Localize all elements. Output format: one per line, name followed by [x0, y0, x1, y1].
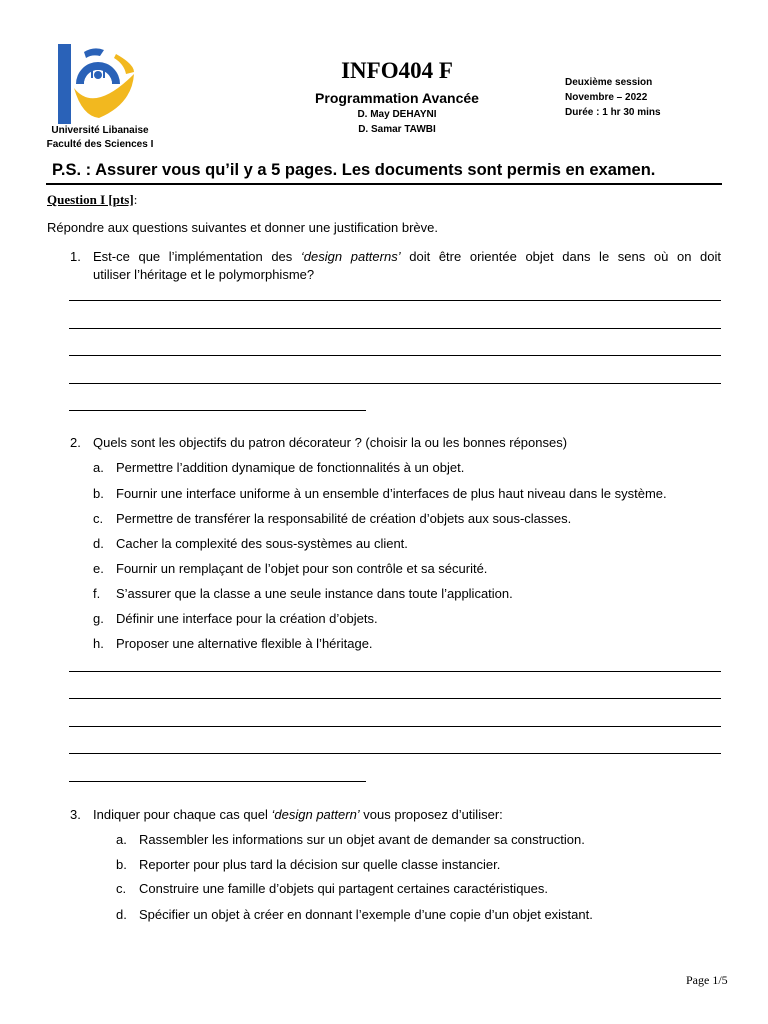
- question-title: [47, 192, 137, 208]
- q3-option-letter: c.: [116, 881, 127, 896]
- q2-number: 2.: [70, 435, 81, 450]
- q2-option-letter: e.: [93, 561, 104, 576]
- q3-option-letter: d.: [116, 907, 127, 922]
- q2-option-letter: c.: [93, 511, 104, 526]
- q1-text-italic: ‘design patterns’: [300, 249, 401, 264]
- q3-text-before: Indiquer pour chaque cas quel: [93, 807, 272, 822]
- q3-option-letter: b.: [116, 857, 127, 872]
- question-intro: Répondre aux questions suivantes et donner une justification brève.: [47, 220, 438, 235]
- answer-line: [69, 300, 721, 301]
- q2-option-text: Permettre de transférer la responsabilité de création d’objets aux sous-classes.: [116, 511, 572, 526]
- q2-option-text: Permettre l’addition dynamique de fonctionnalités à un objet.: [116, 460, 465, 475]
- q3-option-text: Construire une famille d’objets qui partagent certaines caractéristiques.: [139, 881, 548, 896]
- q2-option-text: S’assurer que la classe a une seule instance dans toute l’application.: [116, 586, 513, 601]
- q1-line2: utiliser l’héritage et le polymorphisme?: [93, 267, 315, 282]
- q2-option-text: Fournir un remplaçant de l’objet pour son contrôle et sa sécurité.: [116, 561, 488, 576]
- teacher-1: D. May DEHAYNI: [357, 109, 437, 120]
- exam-notice: P.S. : Assurer vous qu’il y a 5 pages. Les documents sont permis en examen.: [52, 161, 656, 179]
- notice-divider: [46, 183, 722, 185]
- answer-line: [69, 753, 721, 754]
- q2-option-text: Définir une interface pour la création d’objets.: [116, 611, 378, 626]
- q2-option-letter: g.: [93, 611, 104, 626]
- university-logo: [54, 44, 144, 124]
- q2-text: Quels sont les objectifs du patron décorateur ? (choisir la ou les bonnes réponses): [93, 435, 568, 450]
- session-label: Deuxième session: [565, 77, 653, 88]
- answer-line: [69, 698, 721, 699]
- q2-option-letter: h.: [93, 636, 104, 651]
- teacher-2: D. Samar TAWBI: [358, 124, 436, 135]
- q3-option-text: Reporter pour plus tard la décision sur quelle classe instancier.: [139, 857, 501, 872]
- q1-text-after: doit être orientée objet dans le sens où on doit: [400, 249, 722, 264]
- q1-text-before: Est-ce que l’implémentation des: [93, 249, 301, 264]
- answer-line: [69, 671, 721, 672]
- q2-option-letter: a.: [93, 460, 104, 475]
- course-code: INFO404 F: [341, 58, 453, 83]
- answer-line: [69, 328, 721, 329]
- q2-option-text: Fournir une interface uniforme à un ensemble d’interfaces de plus haut niveau dans le système.: [116, 486, 667, 501]
- q2-option-letter: f.: [93, 586, 101, 601]
- q2-option-text: Cacher la complexité des sous-systèmes au client.: [116, 536, 408, 551]
- q3-number: 3.: [70, 807, 81, 822]
- question-title-label: Question I [pts]: [47, 192, 134, 207]
- university-name: [30, 124, 170, 152]
- university-label: Université Libanaise: [51, 125, 149, 136]
- q2-option-letter: d.: [93, 536, 104, 551]
- course-title: Programmation Avancée: [315, 90, 479, 106]
- page-number: Page 1/5: [686, 973, 728, 987]
- q2-option-letter: b.: [93, 486, 104, 501]
- answer-line: [69, 410, 366, 411]
- answer-line: [69, 781, 366, 782]
- q3-option-letter: a.: [116, 832, 127, 847]
- answer-line: [69, 726, 721, 727]
- q2-option-text: Proposer une alternative flexible à l’héritage.: [116, 636, 373, 651]
- answer-line: [69, 355, 721, 356]
- exam-duration: Durée : 1 hr 30 mins: [565, 107, 661, 118]
- q1-line1: [93, 247, 721, 266]
- q3-option-text: Rassembler les informations sur un objet avant de demander sa construction.: [139, 832, 585, 847]
- q3-text-italic: ‘design pattern’: [271, 807, 360, 822]
- q1-number: 1.: [70, 249, 81, 264]
- question-title-colon: :: [133, 192, 138, 207]
- q3-option-text: Spécifier un objet à créer en donnant l’exemple d’une copie d’un objet existant.: [139, 907, 593, 922]
- answer-line: [69, 383, 721, 384]
- faculty-label: Faculté des Sciences I: [46, 139, 154, 150]
- q3-text: [93, 805, 503, 824]
- q3-text-after: vous proposez d’utiliser:: [359, 807, 503, 822]
- exam-date: Novembre – 2022: [565, 92, 648, 103]
